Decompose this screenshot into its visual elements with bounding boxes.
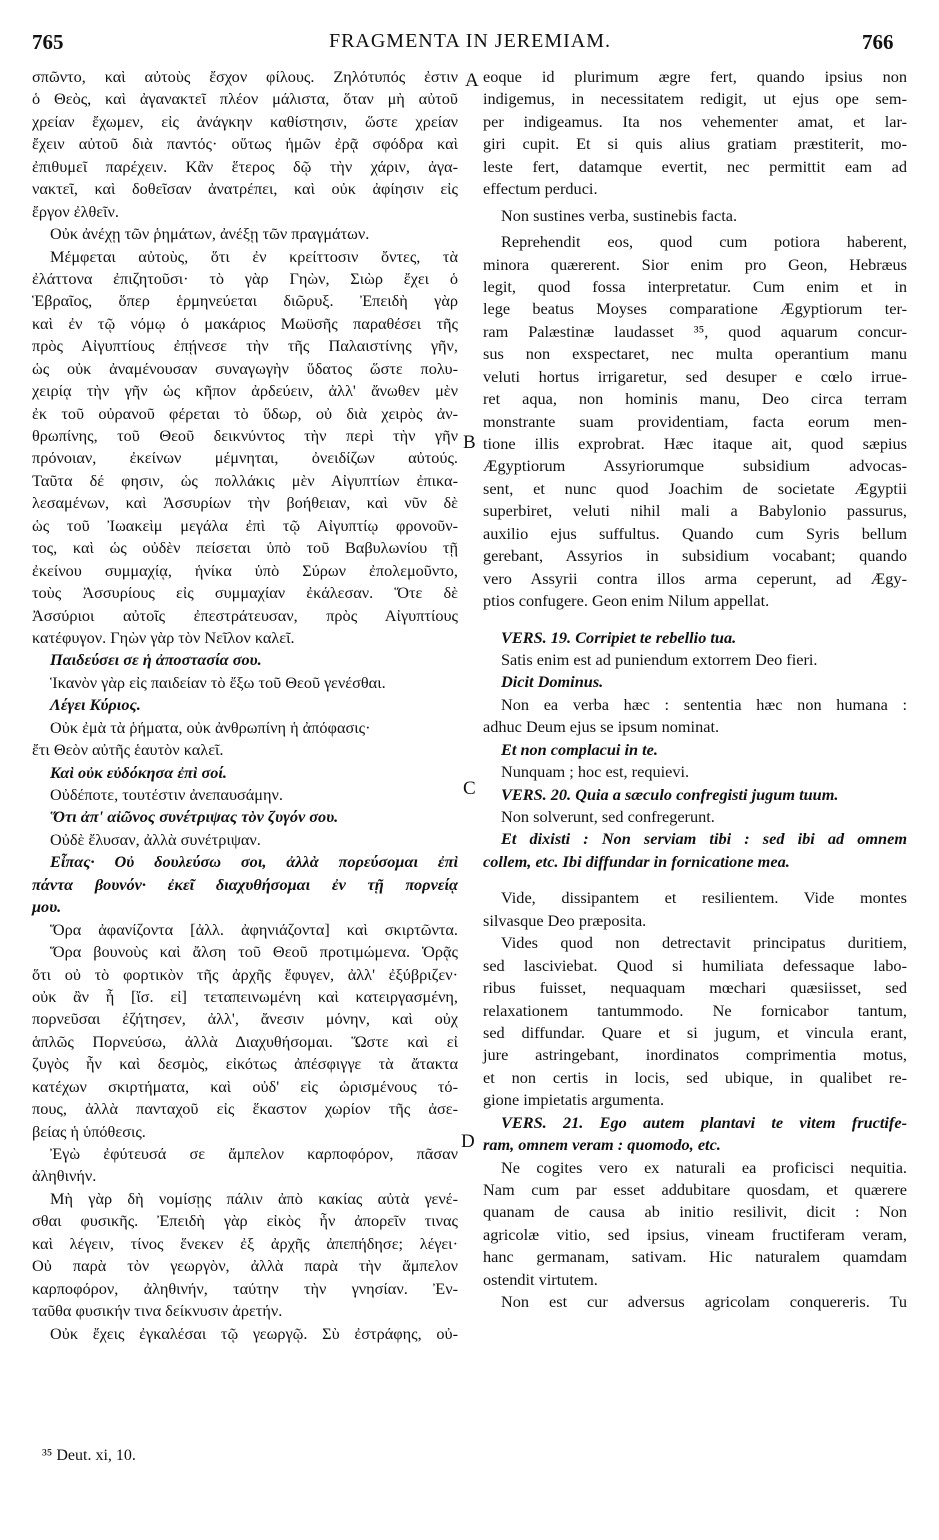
text-line: ram Palæstinæ laudasset ³⁵, quod aquarum concur-: [483, 321, 907, 341]
text-line: ὅτι οὐ τὸ φορτικὸν τῆς ἀρχῆς ἔφυγεν, ἀλλ' ἐξύβριζεν·: [32, 964, 458, 984]
page-number-right: 766: [862, 30, 894, 54]
page-number-left: 765: [32, 30, 64, 54]
text-line: sus non exspectaret, nec multa operantium manu: [483, 344, 907, 364]
text-line: Οὐδέποτε, τουτέστιν ἀνεπαυσάμην.: [50, 785, 283, 804]
text-line: Οὐδὲ ἔλυσαν, ἀλλὰ συνέτριψαν.: [50, 829, 261, 849]
text-line: βείας ἡ ὑπόθεσις.: [32, 1121, 146, 1141]
text-line: Μὴ γὰρ δὴ νομίσῃς πάλιν ἀπὸ κακίας αὐτὰ γενέ-: [50, 1188, 458, 1208]
text-line: οὐκ ἂν ἦ [ἴσ. εἰ] τεταπεινωμένη καὶ κατειργασμένη,: [32, 986, 458, 1006]
text-line: eoque id plurimum ægre fert, quando ipsius non: [483, 67, 907, 86]
text-line: gione impietatis argumenta.: [483, 1090, 665, 1110]
text-line: indigemus, in necessitatem redigit, ut ejus ope sem-: [483, 89, 907, 109]
scripture-lemma: Et non complacui in te.: [501, 739, 658, 759]
text-line: giri cupit. Et si quis alius gratiam præstiterit, mo-: [483, 134, 907, 154]
text-line: lege beatus Moyses comparatione Ægyptiorum ter-: [483, 299, 907, 319]
scripture-lemma: Dicit Dominus.: [501, 672, 604, 692]
scripture-lemma: Ὅτι ἀπ' αἰῶνος συνέτριψας τὸν ζυγόν σου.: [50, 807, 339, 827]
text-line: χρείαν ἔχωμεν, εἰς ἀνάγκην καθίστησιν, ὥστε χρείαν: [32, 111, 458, 131]
text-line: minora quærerent. Sior enim pro Geon, Hebræus: [483, 254, 907, 274]
scripture-lemma: μου.: [32, 897, 62, 917]
text-line: Vides quod non detrectavit principatus duritiem,: [501, 933, 907, 953]
text-line: agricolæ vitio, sed ipsius, vineam fructiferam veram,: [483, 1224, 907, 1244]
text-line: Οὐκ ἔχεις ἐγκαλέσαι τῷ γεωργῷ. Σὺ ἐστράφης, οὐ-: [50, 1323, 458, 1343]
text-line: ταῦθα φυσικήν τινα δείκνυσιν ἀρετήν.: [32, 1301, 283, 1321]
text-line: Non sustines verba, sustinebis facta.: [501, 205, 738, 225]
text-line: ἔχειν αὐτοῦ διὰ παντός· οὕτως ἡμῶν ἐρᾷ σφόδρα καὶ: [32, 134, 458, 154]
text-line: καὶ ἐν τῷ νόμῳ ὁ μακάριος Μωϋσῆς παραθέσει τῆς: [32, 313, 458, 333]
greek-column: [32, 66, 458, 1345]
scripture-lemma: Λέγει Κύριος.: [50, 695, 141, 715]
text-line: vero Assyrii contra illos arma ceperunt, ad Ægy-: [483, 568, 907, 588]
text-line: τοὺς Ἀσσυρίους εἰς συμμαχίαν ἐκάλεσαν. Ὅτε δὲ: [32, 583, 458, 603]
text-line: gerebant, Assyrios in subsidium vocabant; quando: [483, 546, 907, 566]
text-line: legit, quod fossa interpretatur. Cum enim et in: [483, 276, 907, 296]
text-line: ret aqua, non hominis manu, Deo circa terram: [483, 389, 907, 409]
text-line: σπῶντο, καὶ αὐτοὺς ἔσχον φίλους. Ζηλότυπός ἐστιν: [32, 67, 458, 86]
text-line: πρὸς Αἰγυπτίους ἐπῄνεσε τὴν τῆς Παλαιστίνης γῆν,: [32, 336, 458, 356]
scripture-lemma: Εἶπας· Οὐ δουλεύσω σοι, ἀλλὰ πορεύσομαι ἐπὶ: [50, 852, 458, 872]
text-line: jure astringebant, inordinatos comprimentia motus,: [483, 1045, 907, 1065]
text-line: Ταῦτα δέ φησιν, ὡς πολλάκις μὲν Αἰγυπτίων ἐπικα-: [32, 470, 458, 490]
text-line: ὁ Θεὸς, καὶ ἀγανακτεῖ πλέον μάλιστα, ὅταν μὴ αὐτοῦ: [32, 89, 458, 109]
text-line: auxilio ejus suffultus. Quando cum Syris bellum: [483, 523, 907, 543]
text-line: et non certis in locis, sed ubique, in qualibet re-: [483, 1067, 907, 1087]
text-line: καὶ λέγειν, τίνος ἕνεκεν ἐξ ἀρχῆς ἀπεπήδησε; λέγει·: [32, 1233, 458, 1253]
latin-column: [483, 66, 907, 1314]
text-line: πους, ἀλλὰ πανταχοῦ εἰς ἕκαστον χωρίον τῆς ἀσε-: [32, 1099, 458, 1119]
text-line: Ὅρα βουνοὺς καὶ ἄλση τοῦ Θεοῦ προτιμώμενα. Ὁρᾷς: [50, 942, 458, 962]
text-line: λεσαμένων, καὶ Ἀσσυρίων τὴν βοήθειαν, καὶ νῦν δὲ: [32, 493, 458, 513]
text-line: Ἱκανὸν γὰρ εἰς παιδείαν τὸ ἔξω τοῦ Θεοῦ γενέσθαι.: [50, 672, 386, 692]
text-line: Ἑβραῖος, ὅπερ ἑρμηνεύεται διῶρυξ. Ἐπειδὴ γὰρ: [32, 291, 458, 311]
text-line: Non solverunt, sed confregerunt.: [501, 807, 715, 826]
text-line: τος, καὶ ὡς οὐδὲν πείσεται ὑπὸ τοῦ Βαβυλωνίου τῇ: [32, 538, 458, 558]
text-line: sed diffundar. Quare et si jugum, et vincula erant,: [483, 1022, 907, 1042]
scripture-lemma: Καὶ οὐκ εὐδόκησα ἐπὶ σοί.: [50, 762, 227, 782]
text-line: ἔργον ἐλθεῖν.: [32, 201, 119, 221]
text-line: silvasque Deo præposita.: [483, 910, 647, 930]
margin-marker-d: D: [461, 1131, 475, 1152]
text-line: ribus fuisset, nequaquam mœchari quæsiisset, sed: [483, 978, 907, 998]
text-line: ἁπλῶς Πορνεύσω, ἀλλὰ Διαχυθήσομαι. Ὥστε καὶ εἰ: [32, 1031, 458, 1051]
text-line: θρωπίνης, τοῦ Θεοῦ δεικνύντος τὴν περὶ τὴν γῆν: [32, 426, 458, 445]
margin-marker-a: A: [465, 70, 479, 91]
scripture-lemma: Et dixisti : Non serviam tibi : sed ibi ad omnem: [501, 829, 907, 849]
text-line: καρποφόρον, ἀληθινήν, ταύτην τὴν γνησίαν. Ἐν-: [32, 1278, 458, 1298]
text-line: κατέχων σκιρτήματα, καὶ οὐδ' εἰς ὡρισμένους τό-: [32, 1076, 458, 1096]
margin-marker-b: B: [463, 432, 476, 453]
text-line: ptios confugere. Geon enim Nilum appellat.: [483, 591, 770, 611]
scripture-lemma: collem, etc. Ibi diffundar in fornicatione mea.: [483, 851, 790, 871]
text-line: νακτεῖ, καὶ δοθεῖσαν ἀνατρέπει, καὶ οὐκ ἀφίησιν εἰς: [32, 179, 458, 199]
text-line: κατέφυγον. Γηὼν γὰρ τὸν Νεῖλον καλεῖ.: [32, 627, 295, 647]
text-line: ἐκ τοῦ οὐρανοῦ φέρεται τὸ ὕδωρ, οὐ διὰ χειρὸς ἀν-: [32, 403, 458, 423]
text-line: Ἀσσύριοι αὐτοῖς ἐπεστράτευσαν, πρὸς Αἰγυπτίους: [32, 605, 458, 625]
text-line: σθαι φυσικῆς. Ἐπειδὴ γὰρ εἰκὸς ἦν ἀπορεῖν τινας: [32, 1211, 458, 1231]
scripture-lemma: ram, omnem veram : quomodo, etc.: [483, 1135, 721, 1155]
scripture-lemma: Παιδεύσει σε ἡ ἀποστασία σου.: [50, 650, 262, 670]
page-header: [0, 30, 939, 60]
text-line: Οὐκ ἀνέχῃ τῶν ῥημάτων, ἀνέξῃ τῶν πραγμάτων.: [50, 224, 370, 244]
spacer: [483, 873, 907, 887]
text-line: πρόνοιαν, ἐκείνων μέμνηται, ὀνειδίζων αὐτούς.: [32, 448, 458, 468]
text-line: ostendit virtutem.: [483, 1269, 598, 1289]
verse-heading: VERS. 21. Ego autem plantavi te vitem fructife-: [501, 1112, 907, 1132]
text-line: Μέμφεται αὐτοὺς, ὅτι ἐν κρείττοσιν ὄντες, τὰ: [50, 246, 458, 266]
text-line: Ne cogites vero ex naturali ea proficisci nequitia.: [501, 1157, 907, 1177]
text-line: tione illis exprobrat. Hæc itaque ait, quod sæpius: [483, 434, 907, 453]
text-line: Vide, dissipantem et resilientem. Vide montes: [501, 888, 907, 908]
text-line: effectum perduci.: [483, 179, 598, 199]
text-line: sed lasciviebat. Quod si humiliata defessaque labo-: [483, 955, 907, 975]
text-line: Non ea verba hæc : sententia hæc non humana :: [501, 694, 907, 714]
text-line: πορνεῦσαι ἐζήτησεν, ἀλλ', ἄνεσιν μόνην, καὶ οὐχ: [32, 1009, 458, 1029]
text-line: hanc germanam, sativam. Hic naturalem quamdam: [483, 1247, 907, 1267]
margin-marker-c: C: [463, 778, 476, 799]
text-line: ὡς τοῦ Ἰωακεὶμ μεγάλα ἐπὶ τῷ Αἰγυπτίῳ φρονοῦν-: [32, 515, 458, 535]
text-line: leste fert, datamque evertit, nec permittit eam ad: [483, 156, 907, 176]
text-line: Οὐ παρὰ τὸν γεωργὸν, ἀλλὰ παρὰ τὴν ἄμπελον: [32, 1256, 458, 1276]
text-line: ἔτι Θεὸν αὐτῆς ἑαυτὸν καλεῖ.: [32, 740, 224, 760]
spacer: [483, 613, 907, 627]
scripture-lemma: ἀληθινήν.: [32, 1166, 97, 1186]
text-line: Ægyptiorum Assyriorumque subsidium advocas-: [483, 456, 907, 476]
text-line: ἐλάττονα ἐπιζητοῦσι· τὸ γὰρ Γηὼν, Σιὼρ ἔχει ὁ: [32, 268, 458, 288]
scripture-lemma: Ἐγὼ ἐφύτευσά σε ἄμπελον καρποφόρον, πᾶσαν: [50, 1144, 458, 1163]
verse-heading: VERS. 20. Quia a sæculo confregisti jugum tuum.: [501, 784, 839, 804]
text-line: superbiret, veluti nihil mali a Babylonio passurus,: [483, 501, 907, 521]
text-line: Non est cur adversus agricolam conquereris. Tu: [501, 1292, 907, 1312]
text-line: Ὅρα ἀφανίζοντα [ἀλλ. ἀφηνιάζοντα] καὶ σκιρτῶντα.: [50, 919, 458, 939]
text-line: ὡς οὐκ ἀναμένουσαν συναγωγὴν ὕδατος ὥστε πολυ-: [32, 358, 458, 378]
text-line: Οὐκ ἐμὰ τὰ ῥήματα, οὐκ ἀνθρωπίνη ἡ ἀπόφασις·: [50, 717, 371, 737]
text-line: relaxationem tantummodo. Ne fornicabor tantum,: [483, 1000, 907, 1020]
text-line: sent, et nunc quod Joachim de societate Ægyptii: [483, 478, 907, 498]
text-line: Nunquam ; hoc est, requievi.: [501, 762, 690, 782]
text-line: Reprehendit eos, quod cum potiora haberent,: [501, 232, 907, 252]
verse-heading: VERS. 19. Corripiet te rebellio tua.: [501, 627, 737, 647]
text-line: ζυγὸς ἦν καὶ δεσμὸς, εἰκότως ἀπέσφιγγε τὰ ἄτακτα: [32, 1054, 458, 1074]
text-line: monstrante suam providentiam, facta eorum men-: [483, 411, 907, 431]
footnote: ³⁵ Deut. xi, 10.: [42, 1447, 136, 1464]
text-line: Satis enim est ad puniendum extorrem Deo fieri.: [501, 649, 818, 669]
scripture-lemma: πάντα βουνόν· ἐκεῖ διαχυθήσομαι ἐν τῇ πορνείᾳ: [32, 874, 458, 894]
text-line: veluti hortus irrigaretur, sed desuper e cœlo irrue-: [483, 366, 907, 386]
text-line: ἐπιθυμεῖ παρέχειν. Κἂν ἕτερος δῷ τὴν χάριν, ἀγα-: [32, 156, 458, 176]
text-line: χειρίᾳ τὴν γῆν ὡς κῆπον ἀρδεύειν, ἀλλ' ἄνωθεν μὲν: [32, 381, 458, 401]
running-title: FRAGMENTA IN JEREMIAM.: [328, 30, 612, 52]
text-line: per indigeamus. Ita nos vehementer amat, et lar-: [483, 111, 907, 131]
text-line: quanam de causa ab initio resilivit, dicit : Non: [483, 1202, 907, 1222]
text-line: adhuc Deum ejus se ipsum nominat.: [483, 717, 720, 737]
text-line: Nam cum par esset addubitare quosdam, et quærere: [483, 1180, 907, 1199]
text-line: ἐκείνου συμμαχίᾳ, ἡνίκα ὑπὸ Σύρων ἐπολεμοῦντο,: [32, 560, 458, 580]
